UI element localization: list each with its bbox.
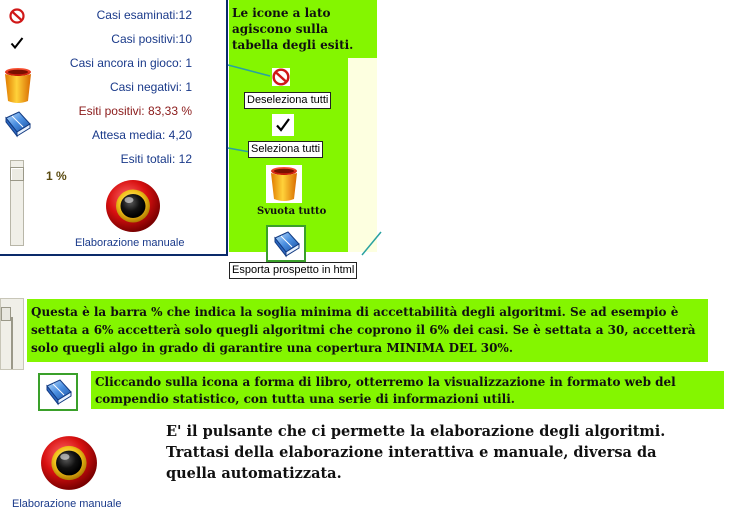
callout-intro: Le icone a lato agiscono sulla tabella degli esiti. [232, 6, 354, 52]
threshold-value: 1 % [46, 169, 67, 183]
book-sample-frame [38, 373, 78, 411]
slider-explanation: Questa è la barra % che indica la soglia minima di accettabilità degli algoritmi. Se ad esempio è settata a 6% accetterà solo quegli algoritmi che coprono il 6% dei casi. Se è settata a 30, accetterà solo quegli algo in grado di garantire una copertura MINIMA DEL 30%. [27, 299, 708, 362]
stat-negative: Casi negativi: 1 [109, 80, 192, 94]
manual-explanation: E' il pulsante che ci permette la elaborazione degli algoritmi. Trattasi della elaborazione interattiva e manuale, diversa da quella automatizzata. [166, 423, 666, 482]
stat-positive: Casi positivi:10 [111, 32, 192, 46]
empty-bucket-icon[interactable] [266, 165, 302, 207]
stat-in-play: Casi ancora in gioco: 1 [69, 56, 192, 70]
book-explanation: Cliccando sulla icona a forma di libro, otterremo la visualizzazione in formato web del compendio statistico, con tutta una serie di informazioni utili. [91, 371, 724, 409]
stat-average-wait: Attesa media: 4,20 [91, 128, 192, 142]
deselect-icon[interactable] [272, 68, 290, 90]
empty-all-label[interactable]: Svuota tutto [257, 206, 327, 217]
select-all-button[interactable]: Seleziona tutti [248, 141, 323, 158]
stat-positive-rate: Esiti positivi: 83,33 % [78, 104, 192, 118]
manual-sample-icon [40, 435, 98, 495]
book-sample-icon [44, 378, 74, 410]
slider-sample-thumb [1, 307, 11, 321]
manual-sample-label: Elaborazione manuale [12, 498, 122, 510]
stat-total: Esiti totali: 12 [120, 152, 192, 166]
export-html-icon-frame[interactable] [266, 225, 306, 262]
deselect-all-button[interactable]: Deseleziona tutti [244, 92, 331, 109]
slider-sample-rail [11, 317, 13, 369]
stat-examined: Casi esaminati:12 [96, 8, 192, 22]
export-html-button[interactable]: Esporta prospetto in html [229, 262, 357, 279]
slider-sample [0, 298, 24, 370]
select-icon[interactable] [272, 114, 294, 140]
manual-processing-label[interactable]: Elaborazione manuale [75, 237, 185, 249]
export-book-icon[interactable] [272, 230, 302, 262]
